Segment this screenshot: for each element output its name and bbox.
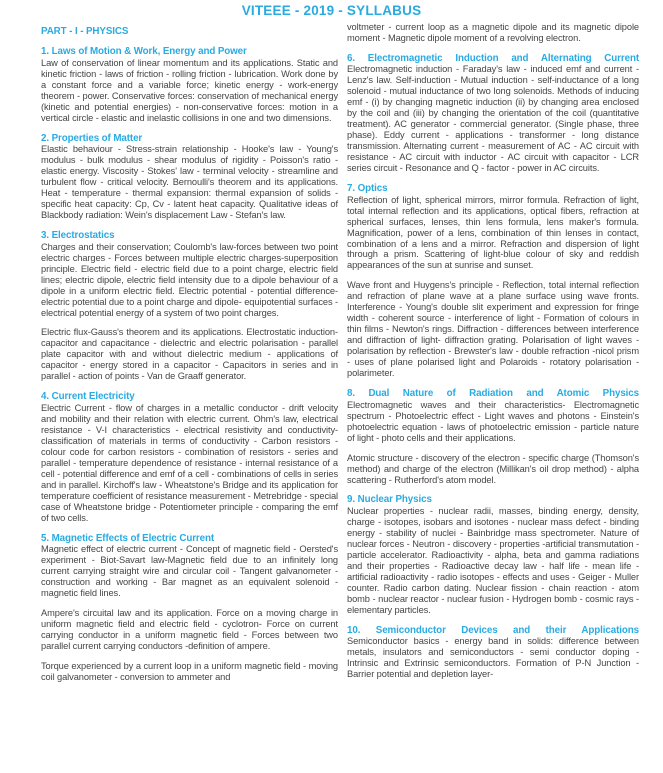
column-left: [41, 22, 338, 683]
paragraph: Electromagnetic waves and their characteristics- Electromagnetic spectrum - Photoelectric effect - Light waves and photons - Einstein's photoelectric equation - laws of photoelectric emission - particle nature of light - photo cells and their applications.: [347, 399, 639, 443]
section-heading: 2. Properties of Matter: [41, 132, 143, 144]
section-heading: 6. Electromagnetic Induction and Alternating Current: [347, 52, 639, 64]
page-title: VITEEE - 2019 - SYLLABUS: [241, 3, 422, 18]
paragraph: Reflection of light, spherical mirrors, mirror formula. Refraction of light, total internal reflection and its applications, optical fibers, refraction at spherical surfaces, lenses, thin lens formula, lens maker's formula. Magnification, power of a lens, combination of thin lenses in contact, combination of a lens and a mirror. Refraction and dispersion of light through a prism. Scattering of light-blue colour of sky and reddish appearances of the sun at sunrise and sunset.: [347, 194, 639, 271]
section-laws-of-motion: [41, 46, 338, 123]
section-electrostatics: [41, 230, 338, 382]
part-heading: PART - I - PHYSICS: [41, 25, 129, 37]
column-right: [347, 22, 639, 683]
two-column-layout: [0, 20, 663, 683]
paragraph: Electromagnetic induction - Faraday's law - induced emf and current - Lenz's law. Self-induction - Mutual induction - self-inductance of a long solenoid - mutual inductance of two long solenoids. Methods of inducing emf - (i) by changing magnetic induction (ii) by changing area enclosed by the coil and (iii) by changing the orientation of the coil (quantitative treatment). AC generator - commercial generator. (Single phase, three phase). Eddy current - applications - transformer - long distance transmission. Alternating current - measurement of AC - AC circuit with resistance - AC circuit with inductor - AC circuit with capacitor - LCR series circuit - Resonance and Q - factor - power in AC circuits.: [347, 64, 639, 174]
section-heading: 8. Dual Nature of Radiation and Atomic Physics: [347, 388, 639, 400]
section-heading: 4. Current Electricity: [41, 391, 135, 403]
section-heading: 10. Semiconductor Devices and their Applications: [347, 624, 639, 636]
section-semiconductor-devices: [347, 625, 639, 680]
section-current-electricity: [41, 391, 338, 523]
paragraph: Ampere's circuital law and its application. Force on a moving charge in uniform magnetic field and electric field - cyclotron- Force on current carrying conductor in a uniform magnetic field - Forces between two parallel current carrying conductors -definition of ampere.: [41, 607, 338, 651]
continuation-paragraph: voltmeter - current loop as a magnetic dipole and its magnetic dipole moment - Magnetic dipole moment of a revolving electron.: [347, 21, 639, 43]
section-heading: 5. Magnetic Effects of Electric Current: [41, 532, 215, 544]
paragraph: Torque experienced by a current loop in a uniform magnetic field - moving coil galvanometer - conversion to ammeter and: [41, 660, 338, 682]
paragraph: Nuclear properties - nuclear radii, masses, binding energy, density, charge - isotopes, isobars and isotones - nuclear mass defect - binding energy - stability of nuclei - Bainbridge mass spectrometer. Nature of nuclear forces - Neutron - discovery - properties -artificial transmutation - particle accelerator. Radioactivity - alpha, beta and gamma radiations and their properties - Radioactive decay law - half life - mean life - artificial radioactivity - radio isotopes - effects and uses - Geiger - Muller counter. Radio carbon dating. Nuclear fission - chain reaction - atom bomb - nuclear reactor - nuclear fusion - Hydrogen bomb - cosmic rays - elementary particles.: [347, 506, 639, 615]
paragraph: Atomic structure - discovery of the electron - specific charge (Thomson's method) and charge of the electron (Millikan's oil drop method) - alpha scattering - Rutherford's atom model.: [347, 452, 639, 485]
paragraph: Wave front and Huygens's principle - Reflection, total internal reflection and refraction of plane wave at a plane surface using wave fronts. Interference - Young's double slit experiment and expression for fringe width - coherent source - interference of light - Formation of colours in thin films - Newton's rings. Diffraction - differences between interference and diffraction of light- diffraction grating. Polarisation of light waves - polarisation by reflection - Brewster's law - double refraction -nicol prism - uses of plane polarised light and Polaroids - rotatory polarisation - polarimeter.: [347, 280, 639, 379]
section-em-induction-ac: [347, 53, 639, 174]
section-magnetic-effects: [41, 533, 338, 683]
paragraph: Elastic behaviour - Stress-strain relationship - Hooke's law - Young's modulus - bulk modulus - shear modulus of rigidity - Poisson's ratio - elastic energy. Viscosity - Stokes' law - terminal velocity - streamline and turbulent flow - critical velocity. Bernoulli's theorem and its applications. Heat - temperature - thermal expansion: thermal expansion of solids - specific heat capacity: Cp, Cv - latent heat capacity. Qualitative ideas of Blackbody radiation: Wein's displacement Law - Stefan's law.: [41, 144, 338, 221]
paragraph: Law of conservation of linear momentum and its applications. Static and kinetic friction - laws of friction - rolling friction - lubrication. Work done by a constant force and a variable force; kinetic energy - work-energy theorem - power. Conservative forces: conservation of mechanical energy (kinetic and potential energies) - non-conservative forces: motion in a vertical circle - elastic and inelastic collisions in one and two dimensions.: [41, 58, 338, 123]
paragraph: Charges and their conservation; Coulomb's law-forces between two point electric charges - Forces between multiple electric charges-superposition principle. Electric field - electric field due to a point charge, electric field lines; electric dipole, electric field intensity due to a dipole behaviour of a dipole in a uniform electric field. Electric potential - potential difference-electric potential due to a point charge and dipole- equipotential surfaces - electrical potential energy of a system of two point charges.: [41, 241, 338, 318]
section-heading: 7. Optics: [347, 183, 388, 195]
paragraph: Electric flux-Gauss's theorem and its applications. Electrostatic induction-capacitor and capacitance - dielectric and electric polarisation - parallel plate capacitor with and without dielectric medium - applications of capacitor - energy stored in a capacitor - Capacitors in series and in parallel - action of points - Van de Graaff generator.: [41, 327, 338, 382]
section-optics: [347, 183, 639, 379]
section-dual-nature-atomic: [347, 388, 639, 485]
section-nuclear-physics: [347, 494, 639, 615]
section-properties-of-matter: [41, 133, 338, 221]
section-heading: 1. Laws of Motion & Work, Energy and Power: [41, 46, 247, 58]
paragraph: Magnetic effect of electric current - Concept of magnetic field - Oersted's experiment - Biot-Savart law-Magnetic field due to an infinitely long current carrying straight wire and circular coil - Tangent galvanometer - construction and working - Bar magnet as an equivalent solenoid - magnetic field lines.: [41, 544, 338, 598]
section-heading: 9. Nuclear Physics: [347, 494, 432, 506]
section-heading: 3. Electrostatics: [41, 230, 115, 242]
paragraph: Semiconductor basics - energy band in solids: difference between metals, insulators and semiconductors - semi conductor doping - Intrinsic and Extrinsic semiconductors. Formation of P-N Junction - Barrier potential and depletion layer-: [347, 636, 639, 680]
paragraph: Electric Current - flow of charges in a metallic conductor - drift velocity and mobility and their relation with electric current. Ohm's law, electrical resistance - V-I characteristics - electrical resistivity and conductivity-classification of materials in terms of conductivity - Carbon resistors - colour code for carbon resistors - combination of resistors - series and parallel - temperature dependence of resistance - internal resistance of a cell - potential difference and emf of a cell - combinations of cells in series and in parallel. Kirchoff's law - Wheatstone's Bridge and its application for temperature coefficient of resistance measurement - Metrebridge - special case of Wheatstone bridge - Potentiometer principle - comparing the emf of two cells.: [41, 402, 338, 523]
